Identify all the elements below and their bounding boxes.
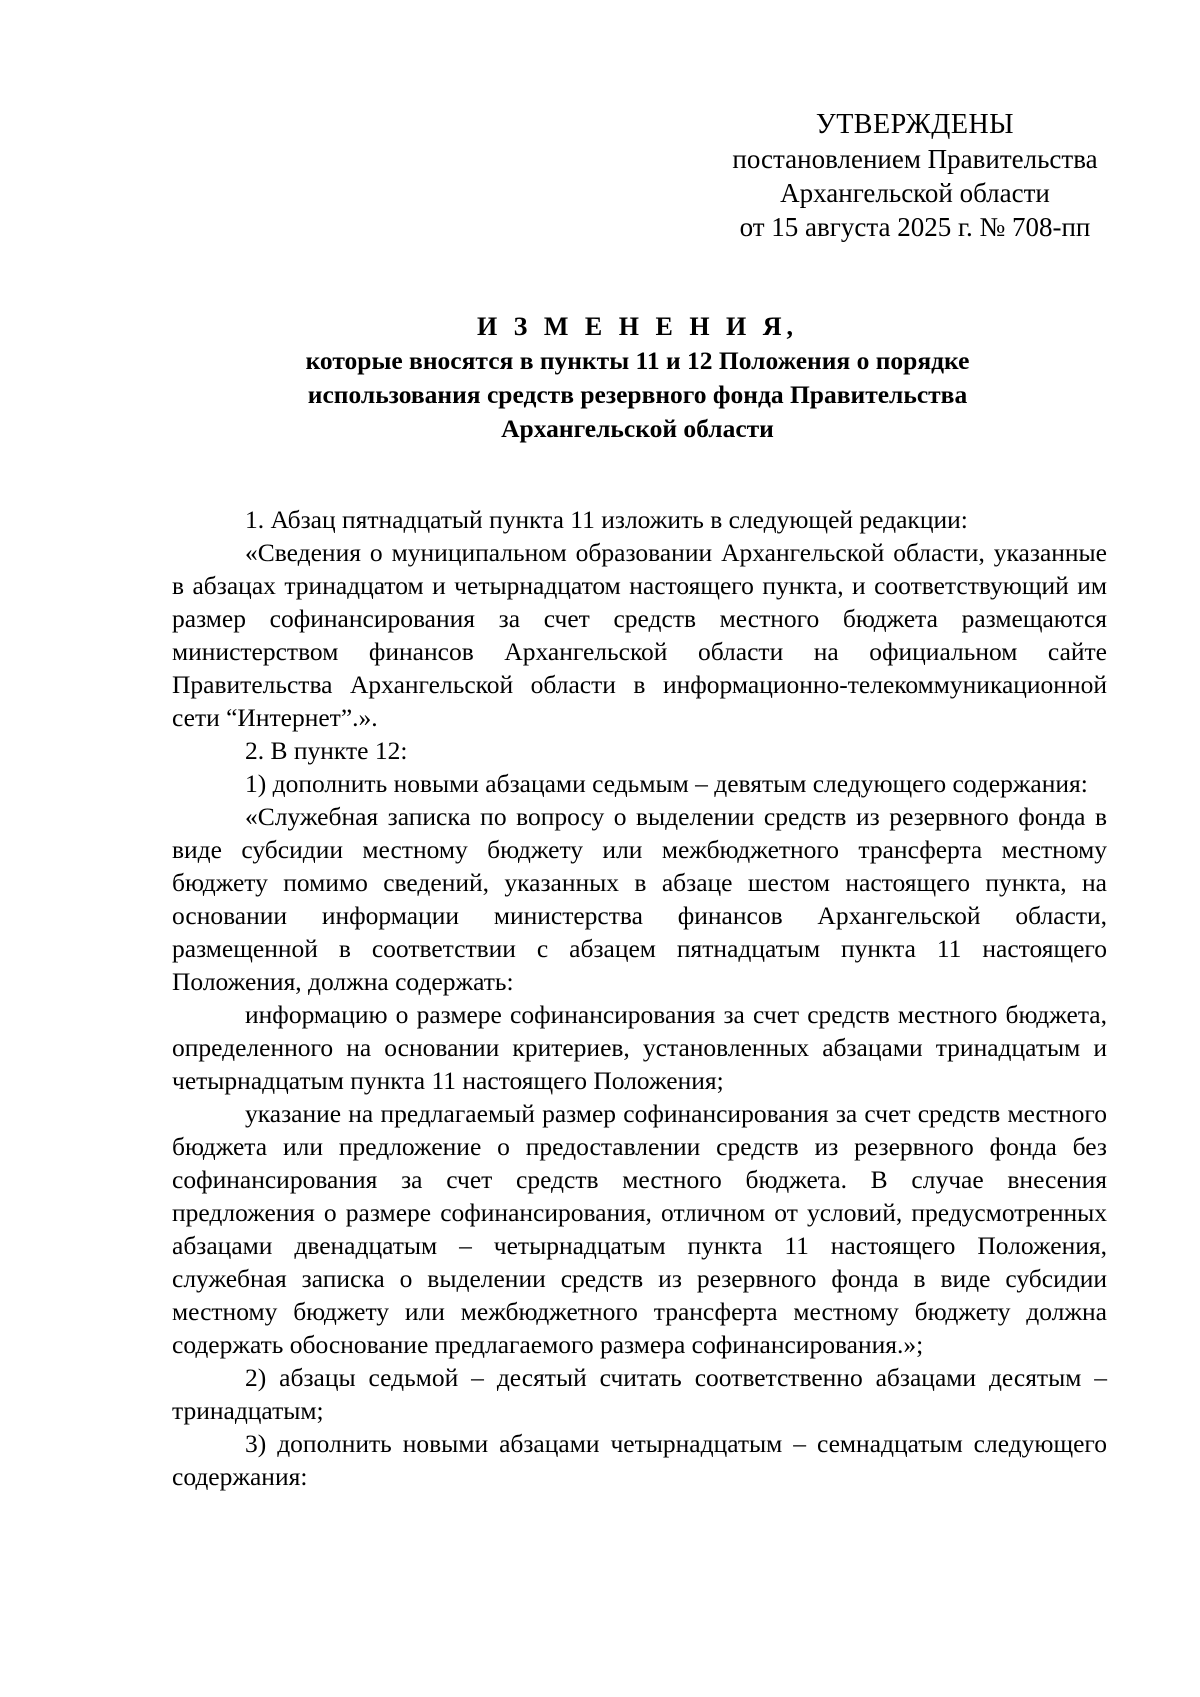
title-line-2: использования средств резервного фонда Правительства: [307, 380, 968, 409]
document-body: [172, 503, 1107, 1493]
title-heading: И З М Е Н Е Н И Я,: [476, 312, 799, 341]
approval-stamp: [720, 108, 1110, 244]
title-line-1: которые вносятся в пункты 11 и 12 Положения о порядке: [305, 346, 970, 375]
title-line-3: Архангельской области: [501, 414, 774, 443]
document-title: [170, 310, 1105, 446]
paragraph-6: информацию о размере софинансирования за счет средств местного бюджета, определенного на основании критериев, установленных абзацами тринадцатым и четырнадцатым пункта 11 настоящего Положения;: [172, 1000, 1107, 1095]
approval-title: УТВЕРЖДЕНЫ: [815, 109, 1015, 140]
approval-line-decree: постановлением Правительства: [732, 144, 1098, 174]
paragraph-5: «Служебная записка по вопросу о выделении средств из резервного фонда в виде субсидии местному бюджету или межбюджетного трансферта местному бюджету помимо сведений, указанных в абзаце шестом настоящего пункта, на основании информации министерства финансов Архангельской области, размещенной в соответствии с абзацем пятнадцатым пункта 11 настоящего Положения, должна содержать:: [172, 802, 1107, 996]
paragraph-9: 3) дополнить новыми абзацами четырнадцатым – семнадцатым следующего содержания:: [172, 1429, 1107, 1491]
paragraph-4: 1) дополнить новыми абзацами седьмым – девятым следующего содержания:: [245, 769, 1088, 798]
paragraph-2: «Сведения о муниципальном образовании Архангельской области, указанные в абзацах тринадцатом и четырнадцатом настоящего пункта, и соответствующий им размер софинансирования за счет средств местного бюджета размещаются министерством финансов Архангельской области на официальном сайте Правительства Архангельской области в информационно-телекоммуникационной сети “Интернет”.».: [172, 538, 1107, 732]
paragraph-7: указание на предлагаемый размер софинансирования за счет средств местного бюджета или предложение о предоставлении средств из резервного фонда без софинансирования за счет средств местного бюджета. В случае внесения предложения о размере софинансирования, отличном от условий, предусмотренных абзацами двенадцатым – четырнадцатым пункта 11 настоящего Положения, служебная записка о выделении средств из резервного фонда в виде субсидии местному бюджету или межбюджетного трансферта местному бюджету должна содержать обоснование предлагаемого размера софинансирования.»;: [172, 1099, 1107, 1359]
paragraph-1: 1. Абзац пятнадцатый пункта 11 изложить в следующей редакции:: [245, 505, 968, 534]
approval-line-region: Архангельской области: [780, 178, 1050, 208]
paragraph-8: 2) абзацы седьмой – десятый считать соответственно абзацами десятым – тринадцатым;: [172, 1363, 1107, 1425]
paragraph-3: 2. В пункте 12:: [245, 736, 408, 765]
approval-line-date-number: от 15 августа 2025 г. № 708-пп: [739, 212, 1091, 242]
